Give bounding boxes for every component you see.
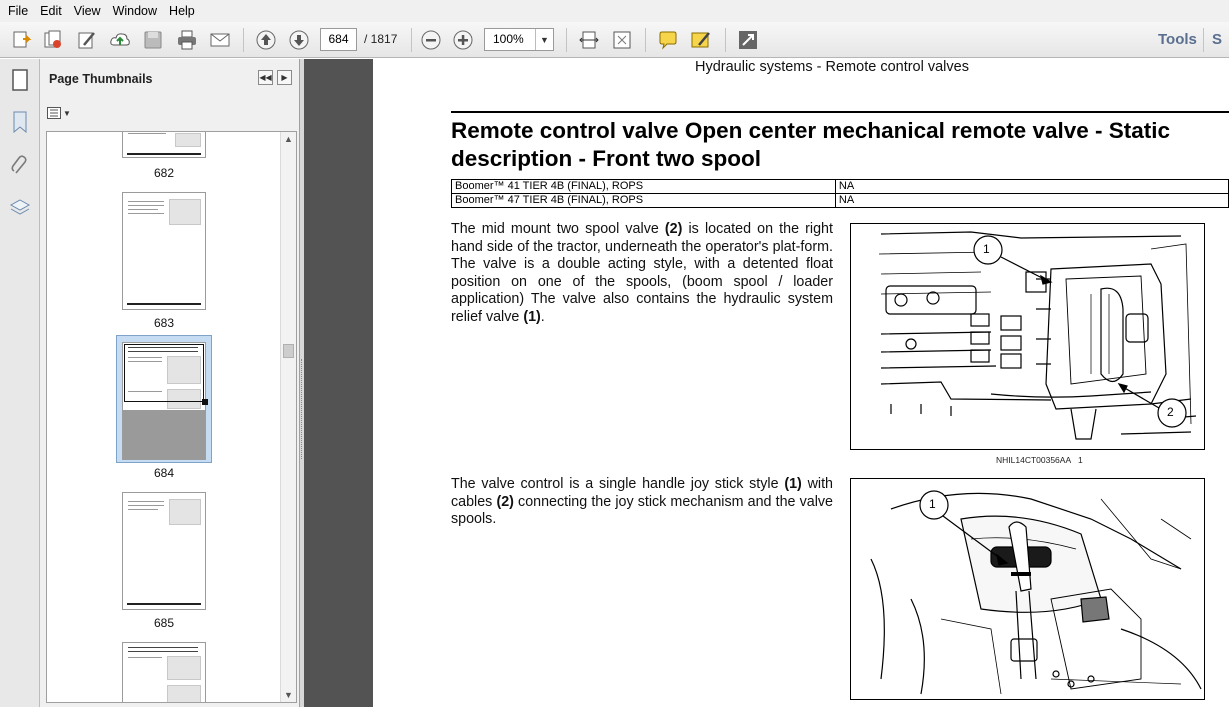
save-icon[interactable] [140,27,166,53]
comment-icon[interactable] [655,27,681,53]
page-thumbnail[interactable] [122,492,206,610]
options-menu[interactable] [47,107,71,119]
figure-valve-drawing [850,223,1205,450]
pdf-page [373,59,1229,707]
callout-label: 2 [1167,405,1174,419]
chevron-down-icon[interactable]: ▼ [535,29,553,50]
table-cell-value: NA [835,180,1228,194]
page-number-input[interactable]: 684 [320,28,357,51]
thumbnail-label: 683 [153,316,175,330]
thumbnail-list[interactable] [46,131,297,703]
callout-label: 1 [929,497,936,511]
toolbar-separator [566,28,567,52]
section-title [451,117,1229,173]
section-title-line1: Remote control valve Open center mechanical remote valve - Static [451,118,1171,143]
print-icon[interactable] [174,27,200,53]
toolbar-separator [411,28,412,52]
options-icon [47,107,61,119]
highlight-icon[interactable] [688,27,714,53]
thumbnail-scrollbar[interactable] [280,132,296,702]
edit-document-icon[interactable] [74,27,100,53]
panel-title: Page Thumbnails [49,72,153,86]
body-paragraph-joystick: The valve control is a single handle joy stick style (1) with cables (2) connecting the joy stick mechanism and the valve spools. [451,476,833,528]
collapse-panel-button[interactable]: ◀◀ [258,70,273,85]
previous-page-icon[interactable] [253,27,279,53]
toolbar [0,22,1229,58]
menu-help[interactable]: Help [169,4,195,18]
figure-caption-id: NHIL14CT00356AA [996,455,1072,465]
thumbnail-label: 684 [153,466,175,480]
menu-window[interactable]: Window [112,4,158,18]
page-thumbnail[interactable] [122,642,206,703]
layers-icon[interactable] [7,195,33,221]
page-thumbnails-icon[interactable] [7,67,33,93]
scroll-up-icon[interactable]: ▲ [284,134,293,144]
table-cell-value: NA [835,194,1228,208]
fit-width-icon[interactable] [576,27,602,53]
menu-view[interactable]: View [73,4,101,18]
scroll-down-icon[interactable]: ▼ [284,690,293,700]
menu-edit[interactable]: Edit [40,4,62,18]
thumbnail-label: 682 [153,166,175,180]
zoom-value: 100% [493,32,524,46]
tools-button[interactable]: Tools [1158,31,1197,48]
toolbar-separator [243,28,244,52]
viewport-frame[interactable] [124,344,204,402]
zoom-out-icon[interactable] [418,27,444,53]
expand-panel-button[interactable]: ▶ [277,70,292,85]
viewport-overlay [123,410,205,459]
navigation-rail [0,59,40,707]
page-thumbnail[interactable] [122,192,206,310]
fit-page-icon[interactable] [609,27,635,53]
figure-caption-number: 1 [1078,455,1083,465]
section-title-line2: description - Front two spool [451,146,761,171]
applicability-table [451,179,1229,208]
menu-file[interactable]: File [8,4,29,18]
callout-label: 1 [983,242,990,256]
table-row [452,194,1229,208]
overflow-button[interactable]: S [1212,31,1223,48]
create-pdf-icon[interactable] [8,27,34,53]
figure-joystick-drawing [850,478,1205,700]
combine-files-icon[interactable] [40,27,66,53]
viewport-handle[interactable] [202,399,208,405]
scroll-thumb[interactable] [283,344,294,358]
menu-bar [0,0,1229,22]
attachment-icon[interactable] [7,153,33,179]
zoom-in-icon[interactable] [450,27,476,53]
table-row [452,180,1229,194]
fullscreen-icon[interactable] [735,27,761,53]
bookmark-icon[interactable] [7,109,33,135]
next-page-icon[interactable] [286,27,312,53]
table-cell-model: Boomer™ 41 TIER 4B (FINAL), ROPS [452,180,836,194]
running-header: Hydraulic systems - Remote control valves [695,59,969,75]
table-cell-model: Boomer™ 47 TIER 4B (FINAL), ROPS [452,194,836,208]
toolbar-separator [645,28,646,52]
email-icon[interactable] [207,27,233,53]
body-paragraph-valve: The mid mount two spool valve (2) is located on the right hand side of the tractor, underneath the operator's plat-form. The valve is a double acting style, with a detented float position on one of the spools, (boom spool / loader application) The valve also contains the hydraulic system relief valve (1). [451,221,833,325]
page-thumbnail-selected[interactable] [122,342,206,460]
zoom-select[interactable] [484,28,554,51]
page-thumbnail[interactable] [122,131,206,158]
upload-cloud-icon[interactable] [107,27,133,53]
toolbar-separator [1203,28,1204,52]
chevron-down-icon: ▼ [63,108,71,118]
page-total: / 1817 [364,32,398,46]
toolbar-separator [725,28,726,52]
thumbnail-label: 685 [153,616,175,630]
thumbnails-panel [40,59,300,707]
title-rule [451,111,1229,113]
